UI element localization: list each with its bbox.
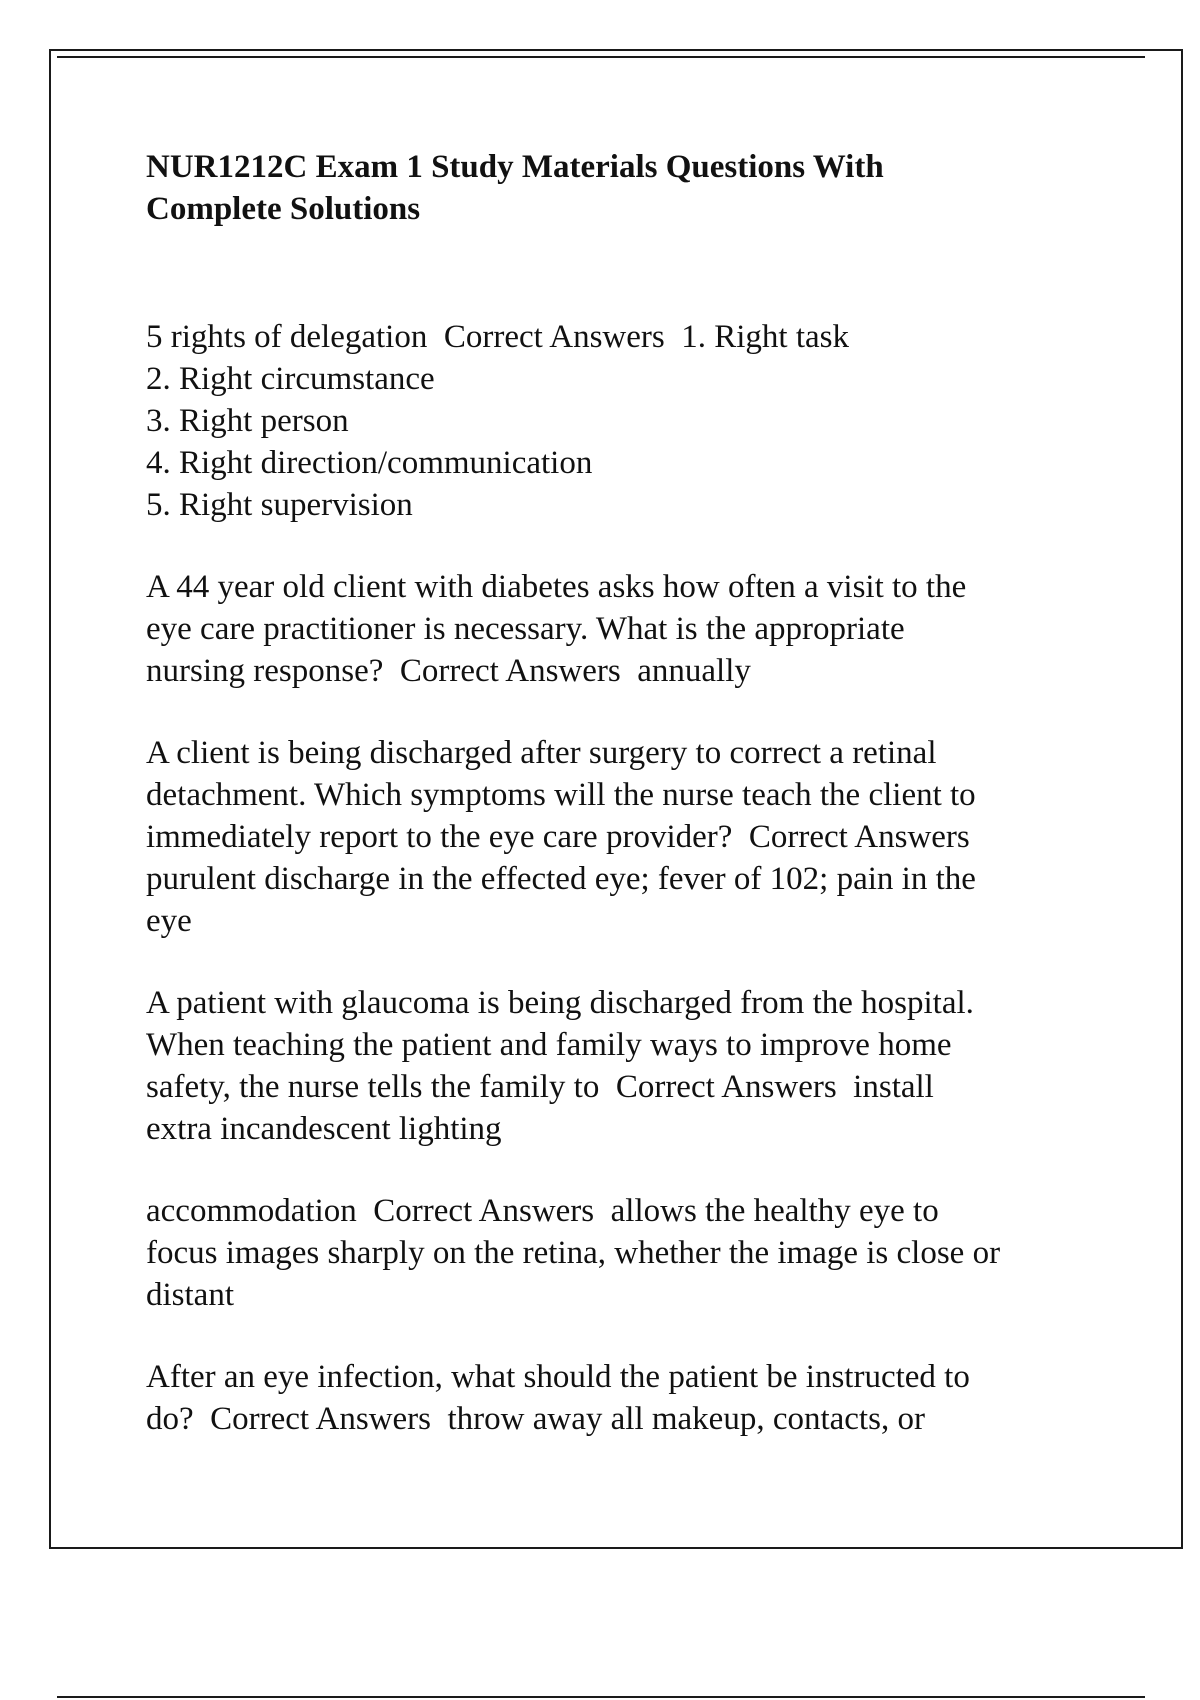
qa-line: eye care practitioner is necessary. What is the appropriate xyxy=(146,611,905,647)
qa-line: safety, the nurse tells the family to Correct Answers install xyxy=(146,1069,934,1105)
document-title xyxy=(146,146,1106,230)
qa-line: A patient with glaucoma is being discharged from the hospital. xyxy=(146,985,974,1021)
qa-line: 3. Right person xyxy=(146,403,349,439)
qa-line: eye xyxy=(146,903,192,939)
qa-block-accommodation xyxy=(146,1190,1106,1316)
qa-block-eye-infection xyxy=(146,1356,1106,1440)
qa-line: accommodation Correct Answers allows the healthy eye to xyxy=(146,1193,939,1229)
qa-line: nursing response? Correct Answers annually xyxy=(146,653,751,689)
qa-line: When teaching the patient and family ways to improve home xyxy=(146,1027,952,1063)
qa-line: extra incandescent lighting xyxy=(146,1111,502,1147)
qa-line: After an eye infection, what should the patient be instructed to xyxy=(146,1359,970,1395)
document-body xyxy=(146,146,1106,1480)
qa-line: detachment. Which symptoms will the nurse teach the client to xyxy=(146,777,976,813)
qa-line: focus images sharply on the retina, whether the image is close or xyxy=(146,1235,1001,1271)
bottom-rule xyxy=(57,1696,1145,1698)
qa-line: immediately report to the eye care provider? Correct Answers xyxy=(146,819,970,855)
top-rule xyxy=(57,56,1145,58)
title-line: NUR1212C Exam 1 Study Materials Questions With xyxy=(146,149,884,185)
qa-line: 4. Right direction/communication xyxy=(146,445,593,481)
qa-line: purulent discharge in the effected eye; fever of 102; pain in the xyxy=(146,861,976,897)
qa-line: 5. Right supervision xyxy=(146,487,413,523)
qa-line: A 44 year old client with diabetes asks how often a visit to the xyxy=(146,569,967,605)
qa-line: A client is being discharged after surgery to correct a retinal xyxy=(146,735,937,771)
qa-line: distant xyxy=(146,1277,234,1313)
qa-block-glaucoma-safety xyxy=(146,982,1106,1150)
qa-line: 2. Right circumstance xyxy=(146,361,435,397)
qa-line: 5 rights of delegation Correct Answers 1. Right task xyxy=(146,319,849,355)
qa-line: do? Correct Answers throw away all makeup, contacts, or xyxy=(146,1401,925,1437)
qa-block-delegation xyxy=(146,316,1106,526)
qa-block-retinal-detachment xyxy=(146,732,1106,942)
title-line: Complete Solutions xyxy=(146,191,421,227)
qa-block-diabetes-eye-visit xyxy=(146,566,1106,692)
